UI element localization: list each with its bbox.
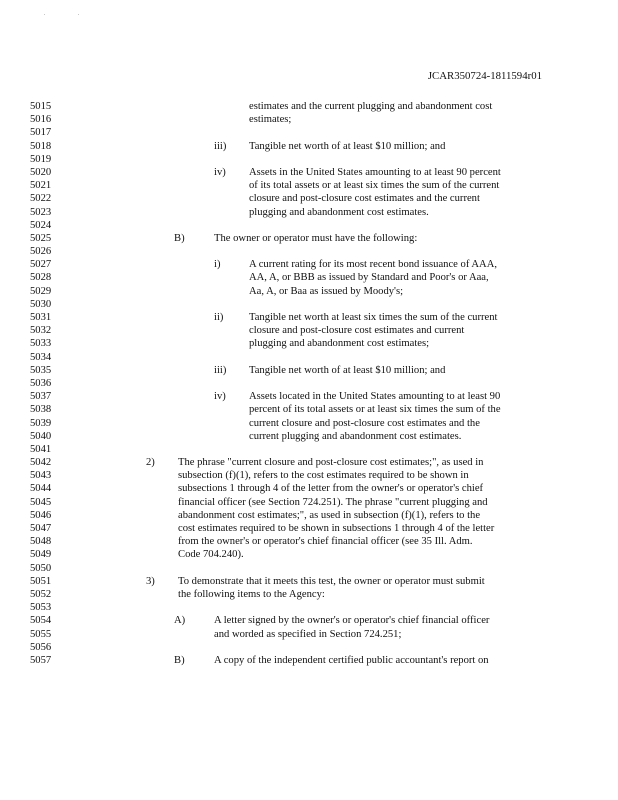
line-number: 5027 xyxy=(30,259,52,271)
list-marker: 2) xyxy=(146,457,155,469)
line-text: estimates and the current plugging and abandonment cost xyxy=(249,101,493,112)
line-number: 5023 xyxy=(30,206,52,218)
line-number: 5035 xyxy=(30,364,52,376)
document-line xyxy=(0,482,618,495)
line-text: Tangible net worth of at least $10 million; and xyxy=(249,364,446,376)
document-line xyxy=(0,469,618,482)
line-text: the following items to the Agency: xyxy=(178,588,325,600)
line-number: 5020 xyxy=(30,166,52,178)
line-text: plugging and abandonment cost estimates. xyxy=(249,206,429,218)
line-number: 5054 xyxy=(30,615,52,627)
line-text: Assets located in the United States amounting to at least 90 xyxy=(249,391,501,403)
line-text: plugging and abandonment cost estimates; xyxy=(249,338,430,350)
scan-speck xyxy=(78,14,79,15)
document-line xyxy=(0,298,618,311)
list-marker: B) xyxy=(174,232,185,244)
document-id: JCAR350724-1811594r01 xyxy=(427,70,542,82)
line-number: 5051 xyxy=(30,575,52,587)
line-text: Tangible net worth at least six times the sum of the current xyxy=(249,312,498,323)
line-number: 5017 xyxy=(30,127,52,139)
line-number: 5028 xyxy=(30,272,52,284)
list-marker: iv) xyxy=(214,166,226,178)
line-number: 5057 xyxy=(30,654,52,666)
document-line xyxy=(0,258,618,271)
document-line xyxy=(0,364,618,377)
line-number: 5016 xyxy=(30,114,52,126)
line-text: subsection (f)(1), refers to the cost estimates required to be shown in xyxy=(178,470,469,482)
document-line xyxy=(0,522,618,535)
line-text: The phrase "current closure and post-closure cost estimates;", as used in xyxy=(178,457,484,469)
line-number: 5031 xyxy=(30,312,52,323)
line-number: 5043 xyxy=(30,470,52,482)
line-number: 5039 xyxy=(30,417,52,429)
list-marker: B) xyxy=(174,654,185,666)
document-line xyxy=(0,140,618,153)
line-number: 5029 xyxy=(30,285,52,297)
line-text: Code 704.240). xyxy=(178,549,244,561)
document-line xyxy=(0,311,618,324)
line-number: 5042 xyxy=(30,457,52,469)
document-line xyxy=(0,548,618,561)
line-number: 5041 xyxy=(30,443,52,455)
line-number: 5022 xyxy=(30,193,52,205)
document-line xyxy=(0,403,618,416)
line-number: 5044 xyxy=(30,483,52,495)
document-line xyxy=(0,417,618,430)
line-number: 5033 xyxy=(30,338,52,350)
line-number: 5046 xyxy=(30,509,52,521)
line-number: 5053 xyxy=(30,602,52,614)
line-number: 5030 xyxy=(30,298,52,310)
line-number: 5047 xyxy=(30,523,52,534)
document-line xyxy=(0,113,618,126)
line-number: 5056 xyxy=(30,641,52,653)
document-line xyxy=(0,575,618,588)
document-line xyxy=(0,562,618,575)
line-text: closure and post-closure cost estimates and current xyxy=(249,325,465,337)
document-line xyxy=(0,206,618,219)
list-marker: i) xyxy=(214,259,221,271)
line-number: 5019 xyxy=(30,153,52,165)
line-number: 5055 xyxy=(30,628,52,640)
list-marker: iv) xyxy=(214,391,226,403)
document-line xyxy=(0,614,618,627)
line-text: Tangible net worth of at least $10 million; and xyxy=(249,140,446,152)
document-line xyxy=(0,219,618,232)
document-body xyxy=(0,100,618,667)
line-number: 5032 xyxy=(30,325,52,337)
document-line xyxy=(0,443,618,456)
list-marker: ii) xyxy=(214,312,224,323)
line-number: 5050 xyxy=(30,562,52,574)
line-text: AA, A, or BBB as issued by Standard and Poor's or Aaa, xyxy=(249,272,489,284)
line-number: 5036 xyxy=(30,377,52,389)
line-text: Assets in the United States amounting to at least 90 percent xyxy=(249,166,501,178)
document-line xyxy=(0,535,618,548)
document-line xyxy=(0,100,618,113)
document-line xyxy=(0,351,618,364)
document-line xyxy=(0,496,618,509)
line-number: 5049 xyxy=(30,549,52,561)
line-text: closure and post-closure cost estimates and the current xyxy=(249,193,480,205)
line-number: 5040 xyxy=(30,430,52,442)
line-number: 5048 xyxy=(30,536,52,548)
document-line xyxy=(0,166,618,179)
line-text: from the owner's or operator's chief financial officer (see 35 Ill. Adm. xyxy=(178,536,473,548)
document-line xyxy=(0,337,618,350)
line-number: 5024 xyxy=(30,219,52,231)
scan-speck xyxy=(44,14,45,15)
line-text: A current rating for its most recent bond issuance of AAA, xyxy=(249,259,498,271)
line-number: 5018 xyxy=(30,140,52,152)
list-marker: 3) xyxy=(146,575,155,587)
line-text: The owner or operator must have the following: xyxy=(214,232,418,244)
line-number: 5037 xyxy=(30,391,52,403)
line-number: 5045 xyxy=(30,496,52,508)
line-text: estimates; xyxy=(249,114,292,126)
document-line xyxy=(0,271,618,284)
line-text: Aa, A, or Baa as issued by Moody's; xyxy=(249,285,404,297)
document-line xyxy=(0,324,618,337)
document-line xyxy=(0,456,618,469)
document-line xyxy=(0,390,618,403)
line-text: current closure and post-closure cost estimates and the xyxy=(249,417,480,429)
list-marker: iii) xyxy=(214,364,227,376)
document-line xyxy=(0,126,618,139)
list-marker: A) xyxy=(174,615,186,627)
line-text: subsections 1 through 4 of the letter from the owner's or operator's chief xyxy=(178,483,484,495)
document-line xyxy=(0,601,618,614)
document-line xyxy=(0,153,618,166)
line-text: A letter signed by the owner's or operator's chief financial officer xyxy=(214,615,490,627)
document-line xyxy=(0,654,618,667)
line-text: A copy of the independent certified public accountant's report on xyxy=(214,654,489,666)
list-marker: iii) xyxy=(214,140,227,152)
line-number: 5026 xyxy=(30,246,52,258)
line-text: cost estimates required to be shown in subsections 1 through 4 of the letter xyxy=(178,523,495,534)
line-text: of its total assets or at least six times the sum of the current xyxy=(249,180,500,192)
line-text: financial officer (see Section 724.251). The phrase "current plugging and xyxy=(178,496,488,508)
line-number: 5052 xyxy=(30,588,52,600)
line-text: percent of its total assets or at least six times the sum of the xyxy=(249,404,501,416)
line-number: 5015 xyxy=(30,101,52,112)
line-text: and worded as specified in Section 724.251; xyxy=(214,628,402,640)
line-text: abandonment cost estimates;", as used in subsection (f)(1), refers to the xyxy=(178,509,481,521)
line-number: 5038 xyxy=(30,404,52,416)
document-line xyxy=(0,232,618,245)
document-line xyxy=(0,285,618,298)
line-text: To demonstrate that it meets this test, the owner or operator must submit xyxy=(178,575,485,587)
line-number: 5025 xyxy=(30,232,52,244)
document-line xyxy=(0,430,618,443)
document-line xyxy=(0,192,618,205)
document-line xyxy=(0,641,618,654)
document-line xyxy=(0,588,618,601)
document-line xyxy=(0,179,618,192)
document-line xyxy=(0,509,618,522)
document-line xyxy=(0,245,618,258)
line-number: 5021 xyxy=(30,180,52,192)
document-line xyxy=(0,628,618,641)
document-line xyxy=(0,377,618,390)
line-text: current plugging and abandonment cost estimates. xyxy=(249,430,462,442)
line-number: 5034 xyxy=(30,351,52,363)
